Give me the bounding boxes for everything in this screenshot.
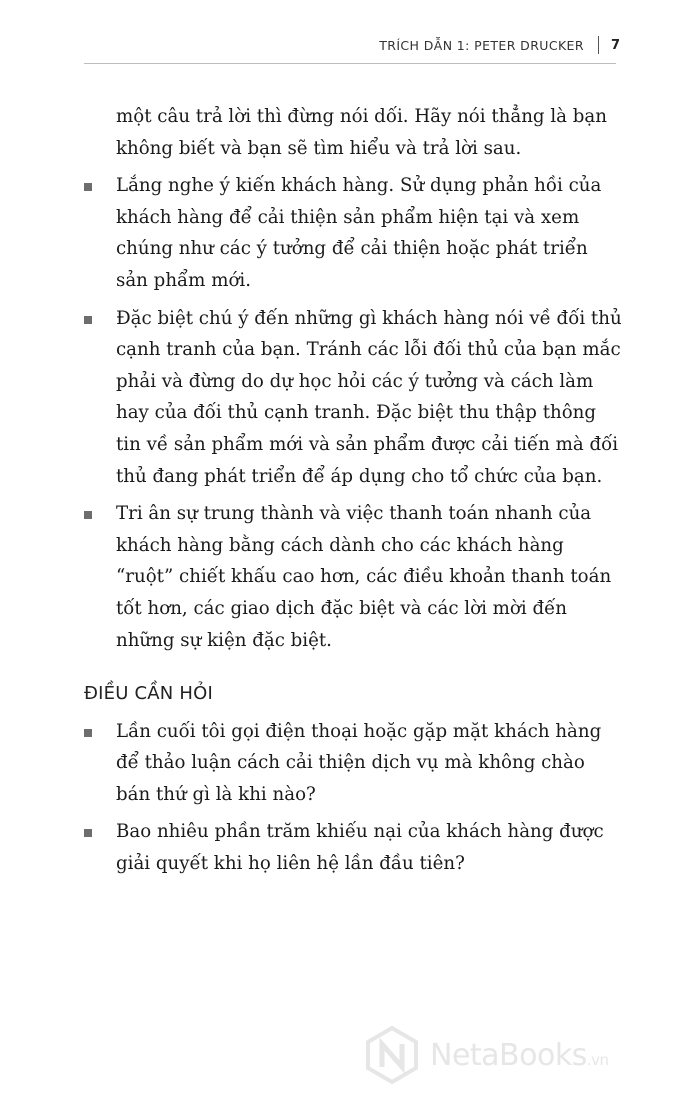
watermark-brand: NetaBooks.vn — [430, 1037, 609, 1073]
square-bullet-icon — [84, 829, 92, 837]
square-bullet-icon — [84, 511, 92, 519]
question-text: Lần cuối tôi gọi điện thoại hoặc gặp mặt khách hàng để thảo luận cách cải thiện dịch vụ mà không chào bán thứ gì là khi nào? — [116, 720, 602, 805]
watermark — [362, 1025, 609, 1085]
question-text: Bao nhiêu phần trăm khiếu nại của khách hàng được giải quyết khi họ liên hệ lần đầu tiên? — [116, 821, 604, 875]
square-bullet-icon — [84, 316, 92, 324]
bullet-text: Lắng nghe ý kiến khách hàng. Sử dụng phản hồi của khách hàng để cải thiện sản phẩm hiện tại và xem chúng như các ý tưởng để cải thiện hoặc phát triển sản phẩm mới. — [116, 175, 602, 291]
section-heading: ĐIỀU CẦN HỎI — [84, 683, 214, 705]
bullet-item — [84, 498, 624, 656]
netabooks-logo-icon — [362, 1025, 422, 1085]
header-separator — [598, 36, 599, 54]
bullet-item — [84, 170, 624, 296]
bullet-item — [84, 303, 624, 493]
question-item — [84, 716, 624, 811]
page-number: 7 — [610, 37, 620, 53]
continued-paragraph: một câu trả lời thì đừng nói dối. Hãy nói thẳng là bạn không biết và bạn sẽ tìm hiểu và trả lời sau. — [116, 106, 607, 159]
bullet-text: Tri ân sự trung thành và việc thanh toán nhanh của khách hàng bằng cách dành cho các khách hàng “ruột” chiết khấu cao hơn, các điều khoản thanh toán tốt hơn, các giao dịch đặc biệt và các lời mời đến những sự kiện đặc biệt. — [116, 503, 612, 651]
square-bullet-icon — [84, 729, 92, 737]
page-body — [84, 101, 624, 880]
bullet-text: Đặc biệt chú ý đến những gì khách hàng nói về đối thủ cạnh tranh của bạn. Tránh các lỗi đối thủ của bạn mắc phải và đừng do dự học hỏi các ý tưởng và cách làm hay của đối thủ cạnh tranh. Đặc biệt thu thập thông tin về sản phẩm mới và sản phẩm được cải tiến mà đối thủ đang phát triển để áp dụng cho tổ chức của bạn. — [116, 307, 622, 487]
question-item — [84, 816, 624, 879]
running-header — [379, 36, 620, 54]
square-bullet-icon — [84, 183, 92, 191]
running-title: TRÍCH DẪN 1: PETER DRUCKER — [379, 37, 584, 53]
header-rule — [84, 63, 616, 64]
